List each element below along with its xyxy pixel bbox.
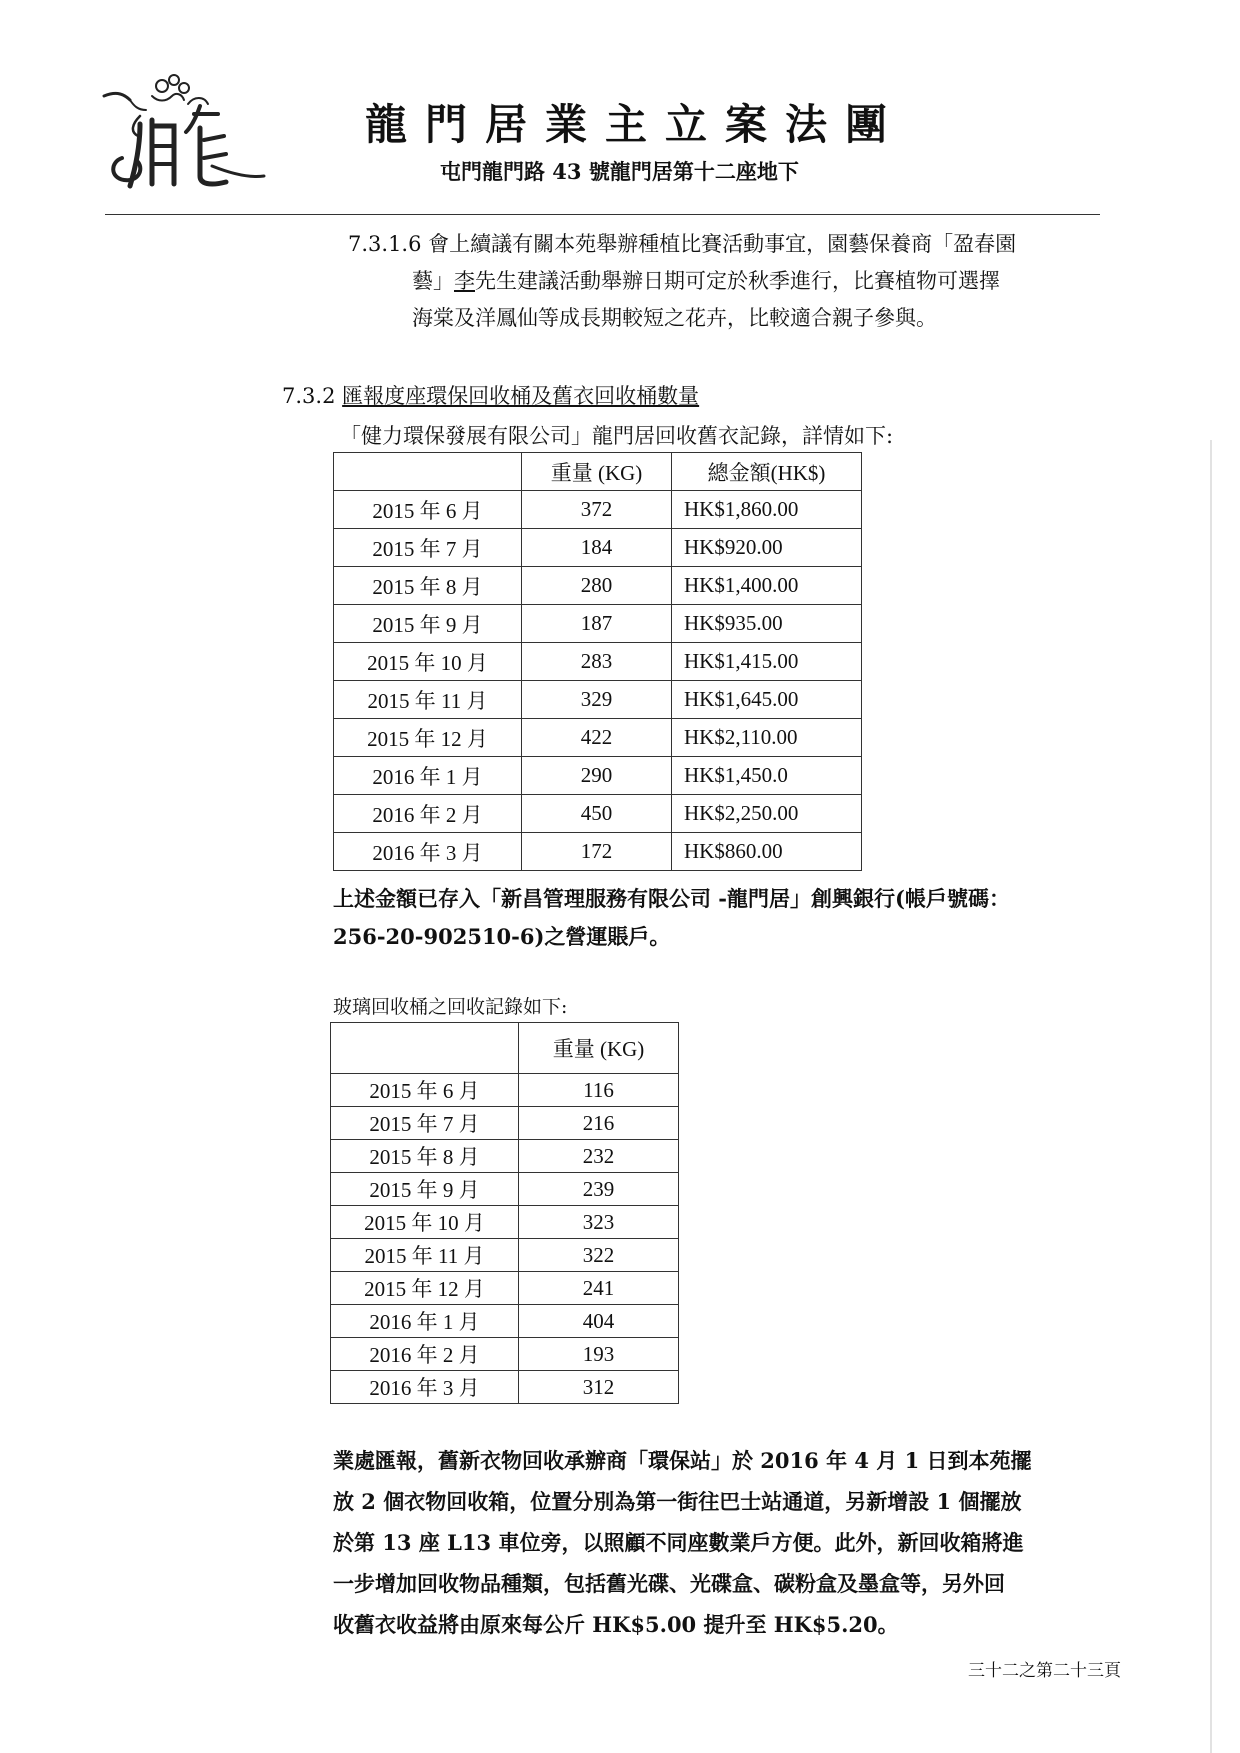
clothes-intro: 「健力環保發展有限公司」龍門居回收舊衣記錄，詳情如下:: [340, 424, 894, 448]
table-row: [334, 605, 862, 643]
table-row: [331, 1371, 679, 1404]
deposit-line-1: 上述金額已存入「新昌管理服務有限公司 -龍門居」創興銀行(帳戶號碼：: [333, 886, 1010, 911]
column-header: 重量 (KG): [522, 453, 672, 491]
weight-cell: 322: [519, 1239, 679, 1272]
weight-cell: 187: [522, 605, 672, 643]
month-cell: 2015 年 8 月: [331, 1140, 519, 1173]
column-header: 總金額(HK$): [672, 453, 862, 491]
item-7316: [350, 226, 1120, 337]
weight-cell: 280: [522, 567, 672, 605]
table-row: [334, 681, 862, 719]
table-row: [334, 643, 862, 681]
weight-cell: 312: [519, 1371, 679, 1404]
table-row: [334, 757, 862, 795]
notice-line: 放 2 個衣物回收箱，位置分別為第一街往巴士站通道，另新增設 1 個擺放: [333, 1489, 1022, 1514]
item-line-2-post: 先生建議活動舉辦日期可定於秋季進行，比賽植物可選擇: [475, 269, 1000, 293]
table-row: [331, 1239, 679, 1272]
clothes-recycling-table: [333, 452, 862, 871]
weight-cell: 329: [522, 681, 672, 719]
month-cell: 2015 年 10 月: [334, 643, 522, 681]
item-number: 7.3.1.6: [348, 232, 422, 256]
month-cell: 2015 年 6 月: [334, 491, 522, 529]
weight-cell: 116: [519, 1074, 679, 1107]
section-heading: [282, 380, 699, 410]
month-cell: 2015 年 10 月: [331, 1206, 519, 1239]
weight-cell: 172: [522, 833, 672, 871]
month-cell: 2015 年 9 月: [331, 1173, 519, 1206]
amount-cell: HK$920.00: [672, 529, 862, 567]
weight-cell: 184: [522, 529, 672, 567]
weight-cell: 404: [519, 1305, 679, 1338]
notice-line: 業處匯報，舊新衣物回收承辦商「環保站」於 2016 年 4 月 1 日到本苑擺: [333, 1448, 1032, 1473]
table-row: [334, 833, 862, 871]
amount-cell: HK$1,645.00: [672, 681, 862, 719]
notice-line: 於第 13 座 L13 車位旁，以照顧不同座數業戶方便。此外，新回收箱將進: [333, 1530, 1024, 1555]
month-cell: 2015 年 11 月: [334, 681, 522, 719]
amount-cell: HK$1,415.00: [672, 643, 862, 681]
weight-cell: 216: [519, 1107, 679, 1140]
table-row: [334, 719, 862, 757]
org-address: 屯門龍門路 43 號龍門居第十二座地下: [440, 159, 799, 184]
section-title: 匯報度座環保回收桶及舊衣回收桶數量: [342, 384, 700, 408]
table-row: [334, 795, 862, 833]
item-line-1: 會上續議有關本苑舉辦種植比賽活動事宜，園藝保養商「盈春園: [428, 232, 1017, 256]
weight-cell: 450: [522, 795, 672, 833]
table-row: [331, 1272, 679, 1305]
table-row: [331, 1140, 679, 1173]
month-cell: 2016 年 1 月: [334, 757, 522, 795]
weight-cell: 232: [519, 1140, 679, 1173]
month-cell: 2015 年 7 月: [331, 1107, 519, 1140]
month-cell: 2015 年 12 月: [331, 1272, 519, 1305]
month-cell: 2016 年 3 月: [334, 833, 522, 871]
section-number: 7.3.2: [282, 384, 336, 408]
month-cell: 2015 年 12 月: [334, 719, 522, 757]
month-cell: 2016 年 2 月: [334, 795, 522, 833]
org-name: 龍門居業主立案法團: [365, 100, 906, 149]
weight-cell: 193: [519, 1338, 679, 1371]
month-cell: 2015 年 9 月: [334, 605, 522, 643]
scan-edge-shadow: [1210, 440, 1212, 1753]
item-line-3: 海棠及洋鳳仙等成長期較短之花卉，比較適合親子參與。: [412, 306, 937, 330]
month-cell: 2015 年 11 月: [331, 1239, 519, 1272]
column-header: [331, 1023, 519, 1074]
recycling-notice: [333, 1440, 1113, 1645]
amount-cell: HK$2,250.00: [672, 795, 862, 833]
column-header: 重量 (KG): [519, 1023, 679, 1074]
weight-cell: 283: [522, 643, 672, 681]
table-row: [334, 567, 862, 605]
page-number: 三十二之第二十三頁: [968, 1661, 1121, 1681]
table-row: [331, 1206, 679, 1239]
table-row: [331, 1173, 679, 1206]
amount-cell: HK$1,400.00: [672, 567, 862, 605]
month-cell: 2015 年 6 月: [331, 1074, 519, 1107]
table-row: [331, 1338, 679, 1371]
notice-line: 一步增加回收物品種類，包括舊光碟、光碟盒、碳粉盒及墨盒等，另外回: [333, 1571, 1005, 1596]
table-row: [334, 529, 862, 567]
table-row: [331, 1305, 679, 1338]
month-cell: 2015 年 8 月: [334, 567, 522, 605]
notice-line: 收舊衣收益將由原來每公斤 HK$5.00 提升至 HK$5.20。: [333, 1612, 899, 1637]
deposit-line-2: 256-20-902510-6)之營運賬戶。: [333, 924, 671, 949]
deposit-note: [333, 880, 1123, 956]
month-cell: 2016 年 1 月: [331, 1305, 519, 1338]
weight-cell: 239: [519, 1173, 679, 1206]
weight-cell: 422: [522, 719, 672, 757]
table-row: [331, 1107, 679, 1140]
item-line-2-pre: 藝」: [412, 269, 454, 293]
table-row: [331, 1074, 679, 1107]
month-cell: 2016 年 2 月: [331, 1338, 519, 1371]
weight-cell: 372: [522, 491, 672, 529]
dragon-logo-icon: [100, 66, 270, 194]
month-cell: 2016 年 3 月: [331, 1371, 519, 1404]
column-header: [334, 453, 522, 491]
amount-cell: HK$2,110.00: [672, 719, 862, 757]
weight-cell: 323: [519, 1206, 679, 1239]
amount-cell: HK$1,450.0: [672, 757, 862, 795]
weight-cell: 290: [522, 757, 672, 795]
item-line-2-underlined: 李: [454, 269, 475, 293]
glass-recycling-table: [330, 1022, 679, 1404]
amount-cell: HK$1,860.00: [672, 491, 862, 529]
month-cell: 2015 年 7 月: [334, 529, 522, 567]
table-row: [334, 491, 862, 529]
weight-cell: 241: [519, 1272, 679, 1305]
glass-intro: 玻璃回收桶之回收記錄如下:: [333, 996, 568, 1018]
header-divider: [105, 214, 1100, 215]
amount-cell: HK$860.00: [672, 833, 862, 871]
amount-cell: HK$935.00: [672, 605, 862, 643]
